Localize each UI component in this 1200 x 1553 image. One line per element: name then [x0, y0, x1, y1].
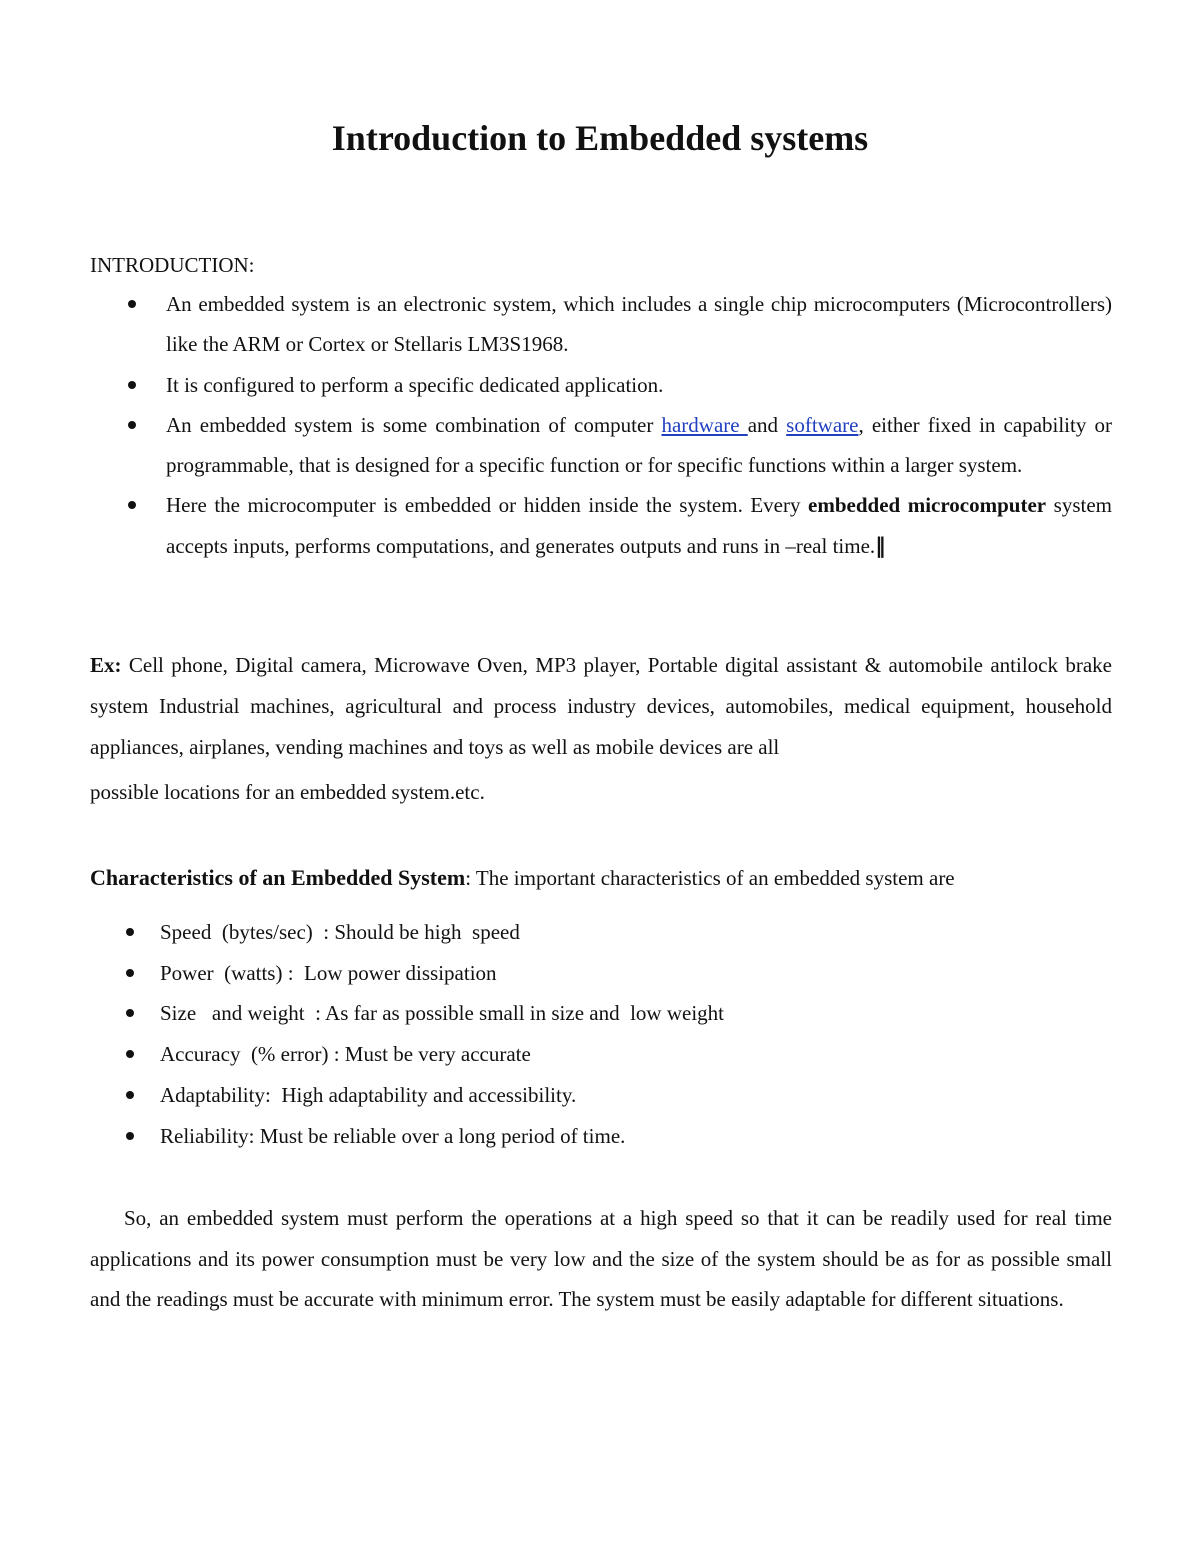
bold-term: embedded microcomputer — [808, 493, 1047, 518]
list-item-text: An embedded system is some combination of computer — [166, 412, 662, 437]
characteristics-list — [90, 912, 724, 1156]
examples-label: Ex: — [90, 653, 122, 677]
bullet-icon — [126, 1009, 134, 1017]
software-link[interactable]: software — [786, 412, 859, 437]
bullet-icon — [128, 501, 136, 509]
list-item-text: It is configured to perform a specific dedicated application. — [166, 372, 664, 397]
bullet-icon — [126, 1050, 134, 1058]
list-item-text: Size and weight : As far as possible small in size and low weight — [160, 1001, 724, 1026]
characteristics-heading — [90, 862, 1120, 894]
bullet-icon — [126, 1091, 134, 1099]
list-item-text: Here the microcomputer is embedded or hidden inside the system. Every — [166, 493, 809, 518]
list-item — [90, 1034, 724, 1075]
list-item — [90, 912, 724, 953]
list-item — [90, 993, 724, 1034]
list-item — [90, 1116, 724, 1157]
list-item-text: Speed (bytes/sec) : Should be high speed — [160, 920, 520, 944]
list-item-text: and — [747, 412, 787, 437]
list-item-text: Accuracy (% error) : Must be very accurate — [160, 1042, 531, 1067]
closing-paragraph: So, an embedded system must perform the operations at a high speed so that it can be readily used for real time applications and its power consumption must be very low and the size of the system should be as for as possible small and the readings must be accurate with minimum error. The system must be easily adaptable for different situations. — [90, 1206, 1112, 1312]
bullet-icon — [128, 300, 136, 308]
list-item — [90, 485, 1112, 566]
examples-paragraph — [90, 645, 1112, 813]
list-item — [90, 1075, 724, 1116]
bullet-icon — [128, 381, 136, 389]
characteristics-title: Characteristics of an Embedded System — [90, 865, 466, 890]
list-item-text: Power (watts) : Low power dissipation — [160, 960, 497, 985]
list-item-text: system accepts inputs, performs computations, and generates outputs and runs in –real time. — [166, 493, 1112, 558]
list-item-text: An embedded system is an electronic system, which includes a single chip microcomputers (Microcontrollers) like the ARM or Cortex or Stellaris LM3S1968. — [166, 292, 1112, 357]
list-item — [90, 953, 724, 994]
characteristics-intro: : The important characteristics of an embedded system are — [465, 866, 955, 890]
list-item-text: , either fixed in capability or programmable, that is designed for a specific function or for specific functions within a larger system. — [166, 412, 1112, 478]
list-item-text: Reliability: Must be reliable over a long period of time. — [160, 1123, 626, 1148]
list-item-text: Adaptability: High adaptability and accessibility. — [160, 1082, 577, 1107]
introduction-list — [90, 284, 1112, 566]
list-item — [90, 284, 1112, 365]
bullet-icon — [126, 1132, 134, 1140]
examples-last-line: possible locations for an embedded system.etc. — [90, 780, 485, 804]
page-title: Introduction to Embedded systems — [331, 118, 869, 158]
double-bar-mark: ‖ — [875, 533, 886, 558]
introduction-heading: INTRODUCTION: — [90, 253, 255, 277]
bullet-icon — [126, 928, 134, 936]
bullet-icon — [128, 421, 136, 429]
list-item — [90, 365, 1112, 405]
bullet-icon — [126, 969, 134, 977]
examples-text: Cell phone, Digital camera, Microwave Oven, MP3 player, Portable digital assistant & automobile antilock brake system Industrial machines, agricultural and process industry devices, automobiles, medical equipment, household appliances, airplanes, vending machines and toys as well as mobile devices are all — [90, 653, 1112, 759]
hardware-link[interactable]: hardware — [661, 412, 748, 437]
list-item — [90, 405, 1112, 486]
